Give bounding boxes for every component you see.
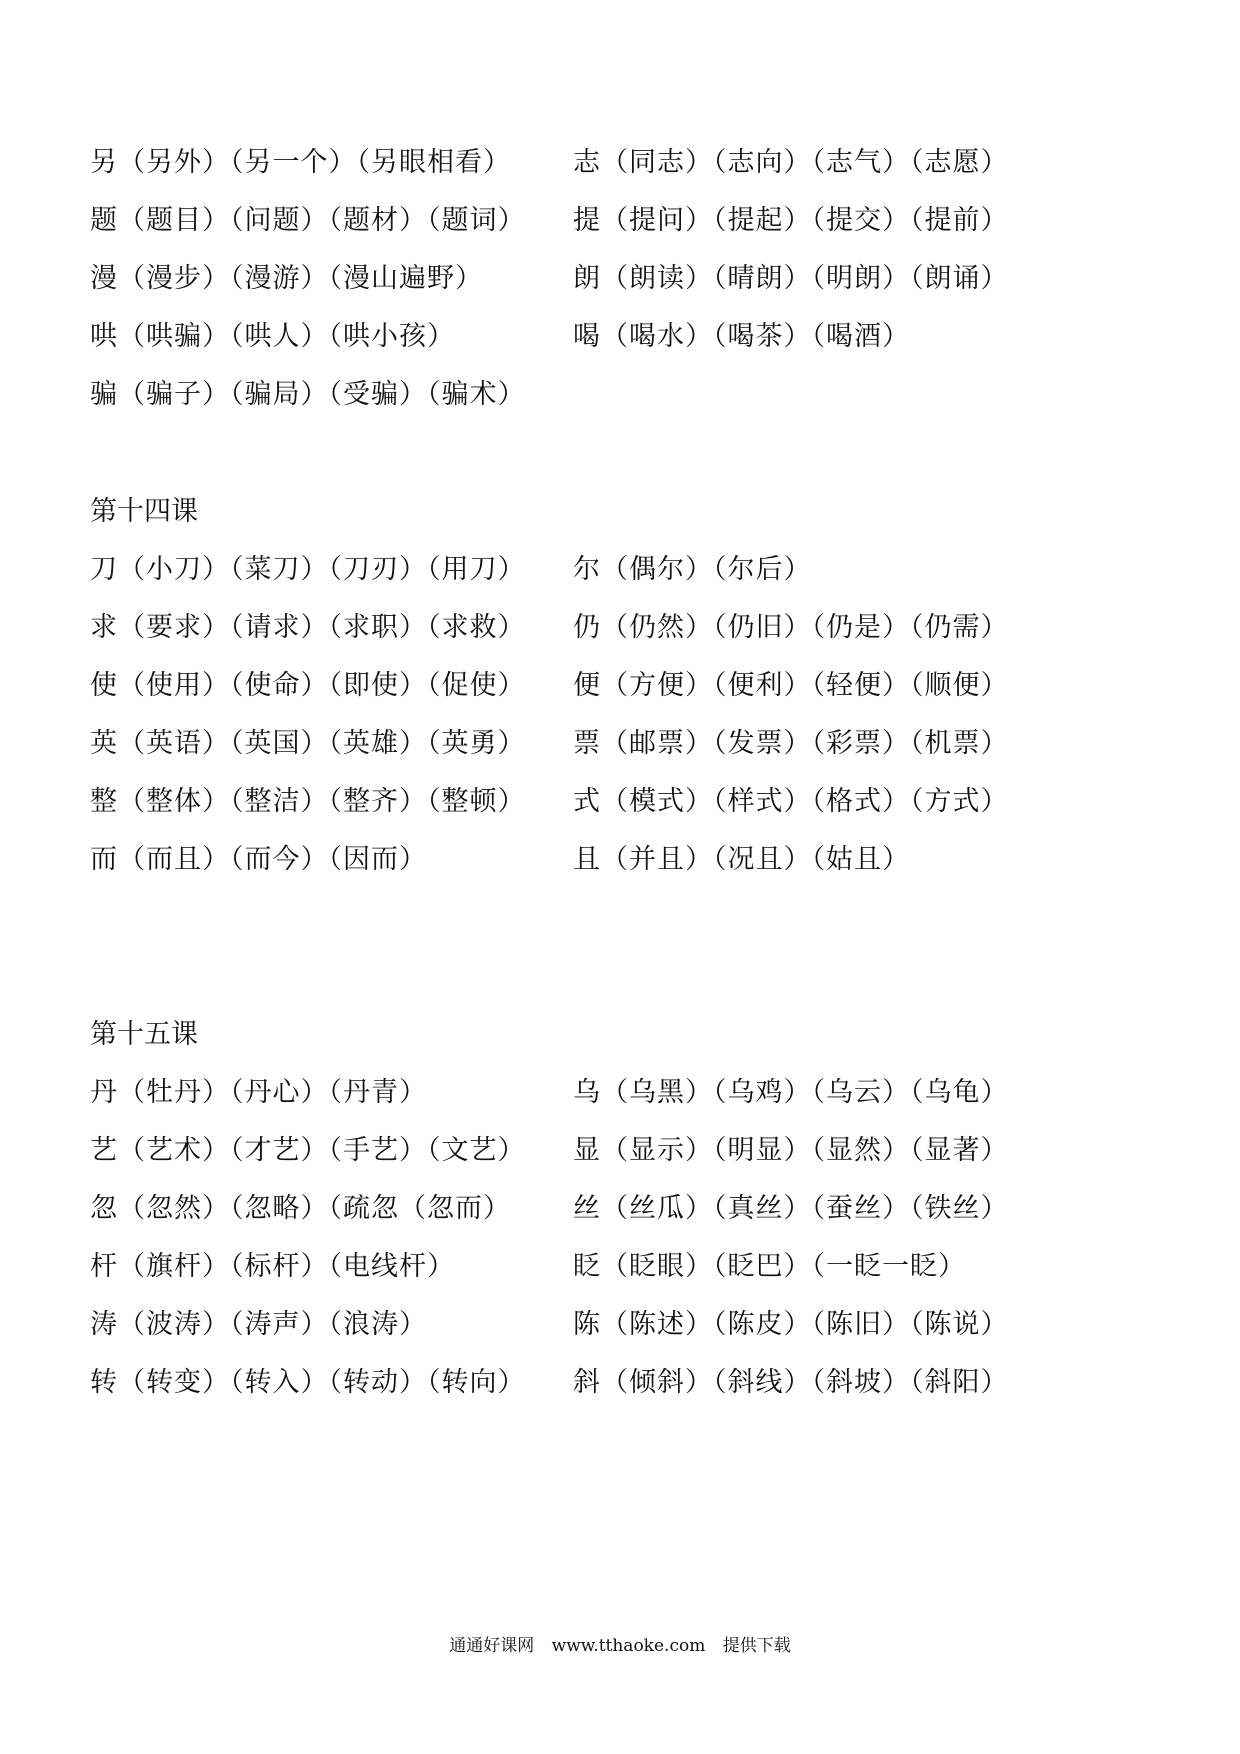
vocab-line: 丹（牡丹）（丹心）（丹青）: [90, 1077, 427, 1108]
vocab-line: 仍（仍然）（仍旧）（仍是）（仍需）: [573, 612, 1009, 643]
vocab-line: 骗（骗子）（骗局）（受骗）（骗术）: [90, 379, 526, 410]
vocab-line: 另（另外）（另一个）（另眼相看）: [90, 147, 511, 178]
vocab-line: 整（整体）（整洁）（整齐）（整顿）: [90, 786, 526, 817]
vocab-line: 英（英语）（英国）（英雄）（英勇）: [90, 728, 526, 759]
vocab-line: 提（提问）（提起）（提交）（提前）: [573, 205, 1009, 236]
vocab-line: 朗（朗读）（晴朗）（明朗）（朗诵）: [573, 263, 1009, 294]
vocab-line: 丝（丝瓜）（真丝）（蚕丝）（铁丝）: [573, 1193, 1009, 1224]
vocab-line: 涛（波涛）（涛声）（浪涛）: [90, 1309, 427, 1340]
vocab-line: 式（模式）（样式）（格式）（方式）: [573, 786, 1009, 817]
vocab-line: 艺（艺术）（才艺）（手艺）（文艺）: [90, 1135, 526, 1166]
vocab-line: 哄（哄骗）（哄人）（哄小孩）: [90, 321, 455, 352]
footer-note: 提供下载: [722, 1636, 791, 1656]
footer-site-name: 通通好课网: [449, 1636, 535, 1656]
footer-url[interactable]: www.tthaoke.com: [551, 1636, 706, 1656]
vocab-line: 而（而且）（而今）（因而）: [90, 844, 427, 875]
vocab-line: 眨（眨眼）（眨巴）（一眨一眨）: [573, 1251, 966, 1282]
lesson-15-heading: 第十五课: [90, 1019, 198, 1050]
vocab-line: 尔（偶尔）（尔后）: [573, 554, 812, 585]
vocab-line: 志（同志）（志向）（志气）（志愿）: [573, 147, 1009, 178]
vocab-line: 忽（忽然）（忽略）（疏忽（忽而）: [90, 1193, 511, 1224]
lesson-14-heading: 第十四课: [90, 496, 198, 527]
vocab-line: 且（并且）（况且）（姑且）: [573, 844, 910, 875]
vocab-line: 斜（倾斜）（斜线）（斜坡）（斜阳）: [573, 1367, 1009, 1398]
vocab-line: 使（使用）（使命）（即使）（促使）: [90, 670, 526, 701]
vocab-line: 陈（陈述）（陈皮）（陈旧）（陈说）: [573, 1309, 1009, 1340]
vocab-line: 喝（喝水）（喝茶）（喝酒）: [573, 321, 910, 352]
vocab-line: 杆（旗杆）（标杆）（电线杆）: [90, 1251, 455, 1282]
vocab-line: 转（转变）（转入）（转动）（转向）: [90, 1367, 526, 1398]
vocab-line: 乌（乌黑）（乌鸡）（乌云）（乌龟）: [573, 1077, 1009, 1108]
vocab-line: 求（要求）（请求）（求职）（求救）: [90, 612, 526, 643]
vocab-line: 漫（漫步）（漫游）（漫山遍野）: [90, 263, 483, 294]
page-footer: [0, 1634, 1240, 1658]
vocab-line: 刀（小刀）（菜刀）（刀刃）（用刀）: [90, 554, 526, 585]
vocab-line: 显（显示）（明显）（显然）（显著）: [573, 1135, 1009, 1166]
vocab-line: 便（方便）（便利）（轻便）（顺便）: [573, 670, 1009, 701]
vocab-line: 票（邮票）（发票）（彩票）（机票）: [573, 728, 1009, 759]
vocab-line: 题（题目）（问题）（题材）（题词）: [90, 205, 526, 236]
